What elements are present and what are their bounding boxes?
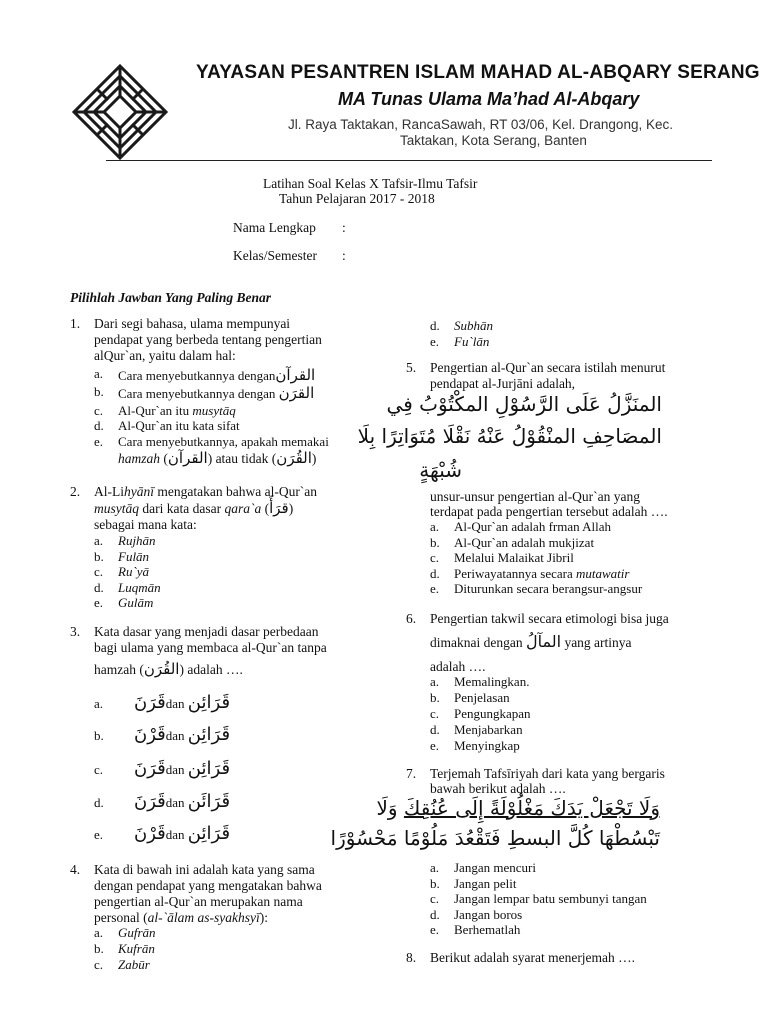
q4-line-4: personal (al-`ālam as-syakhsyī): (94, 910, 268, 925)
q3-word-1: قَرْنَ (134, 823, 166, 844)
q5-arabic-3: شُبْهَةٍ (419, 458, 462, 482)
q5-arabic-1: المنَزَّلُ عَلَى الرَّسُوْلِ المكْتُوْبُ فِي (386, 392, 662, 416)
name-colon: : (342, 220, 346, 235)
q2-line-3: sebagai mana kata: (94, 517, 197, 532)
q6-line-1: Pengertian takwil secara etimologi bisa juga (430, 611, 669, 626)
q4-line-1: Kata di bawah ini adalah kata yang sama (94, 862, 315, 877)
q1-a-arabic: القرآن (275, 366, 316, 384)
q4-number: 4. (70, 862, 81, 877)
q8-number: 8. (406, 950, 417, 965)
q7-line-1: Terjemah Tafsīriyah dari kata yang bergaris (430, 766, 665, 781)
q6-line-3: adalah …. (430, 659, 486, 674)
exam-year: Tahun Pelajaran 2017 - 2018 (279, 191, 435, 206)
q4-line-2: dengan pendapat yang mengatakan bahwa (94, 878, 322, 893)
q1-number: 1. (70, 316, 81, 331)
name-label: Nama Lengkap (233, 220, 316, 235)
q5-arabic-2: المصَاحِفِ المنْقُوْلُ عَنْهُ نَقْلَا مُتَوَاتِرًا بِلَا (357, 424, 662, 448)
q3-word-2: قَرَائِن (187, 724, 231, 745)
q5-line-1: Pengertian al-Qur`an secara istilah menurut (430, 360, 666, 375)
q6-line-2: dimaknai dengan المآلُ yang artinya (430, 632, 632, 651)
exam-title: Latihan Soal Kelas X Tafsir-Ilmu Tafsir (263, 176, 478, 191)
q3-word-1: قَرَنَ (134, 791, 166, 812)
q7-number: 7. (406, 766, 417, 781)
q3-line-1: Kata dasar yang menjadi dasar perbedaan (94, 624, 319, 639)
q7-arabic-1: وَلَا تَجْعَلْ يَدَكَ مَغْلُوْلَةً إِلَى عُنُقِكَ وَلَا (376, 796, 660, 820)
q1-b-arabic: القرَن (278, 384, 315, 402)
address-line-2: Taktakan, Kota Serang, Banten (400, 133, 587, 148)
q1-line-3: alQur`an, yaitu dalam hal: (94, 348, 236, 363)
header-divider (106, 160, 712, 161)
school-logo (70, 62, 170, 162)
q2-line-1: Al-Lihyānī mengatakan bahwa al-Qur`an (94, 484, 318, 499)
class-colon: : (342, 248, 346, 263)
address-line-1: Jl. Raya Taktakan, RancaSawah, RT 03/06, Kel. Drangong, Kec. (288, 117, 673, 132)
q6-number: 6. (406, 611, 417, 626)
q5-line-2: pendapat al-Jurjāni adalah, (430, 376, 576, 391)
q2-line-2: musytāq dari kata dasar qara`a (قرَأَ) (94, 499, 294, 517)
q4-line-3: pengertian al-Qur`an merupakan nama (94, 894, 303, 909)
q3-word-2: قَرَائِن (187, 823, 231, 844)
q3-word-1: قَرَنَ (134, 692, 166, 713)
class-label: Kelas/Semester (233, 248, 317, 263)
q5-line-4: terdapat pada pengertian tersebut adalah …. (430, 504, 668, 519)
q5-line-3: unsur-unsur pengertian al-Qur`an yang (430, 489, 641, 504)
q3-line-2: bagi ulama yang membaca al-Qur`an tanpa (94, 640, 327, 655)
q2-number: 2. (70, 484, 81, 499)
q3-word-1: قَرَنَ (134, 758, 166, 779)
q5-number: 5. (406, 360, 417, 375)
school-name: MA Tunas Ulama Ma’had Al-Abqary (338, 89, 640, 109)
q3-line-3: hamzah (القُرَن) adalah …. (94, 660, 243, 678)
q1-option-e-line-2: hamzah (القرآن) atau tidak (القُرَن) (118, 449, 317, 467)
q3-word-1: قَرْنَ (134, 724, 166, 745)
q1-line-2: pendapat yang berbeda tentang pengertian (94, 332, 322, 347)
q1-line-1: Dari segi bahasa, ulama mempunyai (94, 316, 291, 331)
q3-word-2: قَرَائِن (187, 758, 231, 779)
q7-arabic-2: تَبْسُطْهَا كُلَّ البسطِ فَتَقْعُدَ مَلُوْمًا مَحْسُوْرًا (330, 826, 660, 850)
institution-name: YAYASAN PESANTREN ISLAM MAHAD AL-ABQARY SERANG (196, 62, 760, 83)
instruction: Pilihlah Jawban Yang Paling Benar (70, 290, 272, 305)
q3-word-2: قَرَائَن (187, 791, 231, 812)
q3-number: 3. (70, 624, 81, 639)
q3-word-2: قَرَائِن (187, 692, 231, 713)
q7-line-2: bawah berikut adalah …. (430, 781, 566, 796)
q8-text: Berikut adalah syarat menerjemah …. (430, 950, 636, 965)
